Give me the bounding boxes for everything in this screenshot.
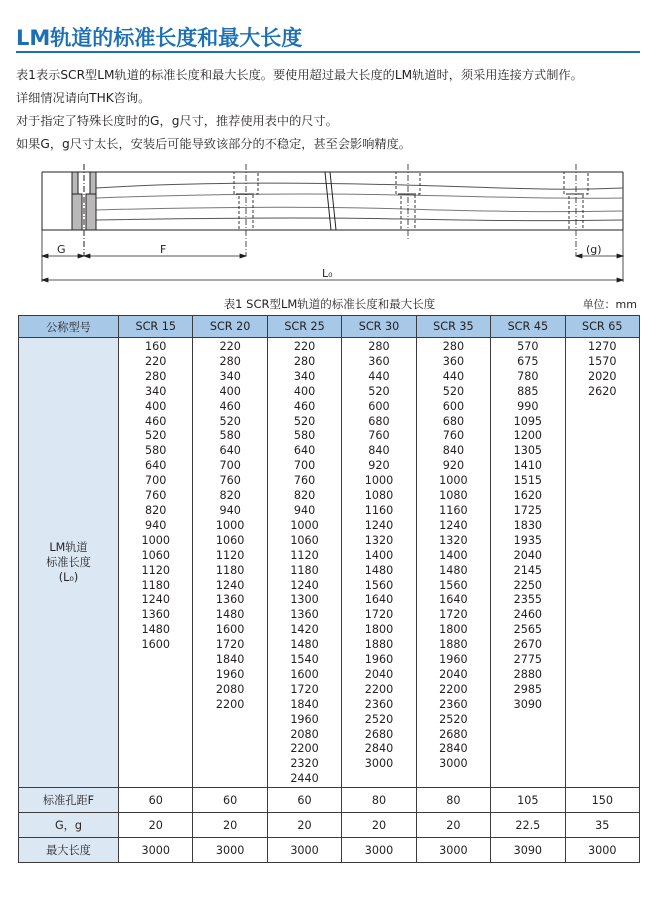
length-value: 1960 (290, 712, 319, 726)
length-value: 2440 (290, 772, 319, 786)
length-value: 1240 (290, 578, 319, 592)
length-value: 2775 (513, 653, 543, 667)
length-value: 1960 (364, 653, 394, 667)
length-value: 2080 (290, 727, 319, 741)
length-value: 2200 (364, 682, 394, 696)
length-value: 3000 (364, 757, 394, 771)
length-value: 600 (368, 399, 390, 413)
length-value: 820 (293, 489, 316, 503)
length-value: 1270 (588, 340, 617, 353)
length-value: 1360 (141, 608, 170, 622)
model-header: SCR 45 (491, 316, 565, 338)
length-value: 1640 (364, 593, 394, 607)
length-value: 1000 (215, 518, 245, 532)
paragraph-line: 对于指定了特殊长度时的G，g尺寸，推荐使用表中的尺寸。 (16, 114, 338, 128)
length-value: 520 (368, 384, 390, 398)
length-value: 680 (368, 414, 390, 428)
pitch-cell: 80 (416, 788, 490, 813)
length-value: 940 (145, 518, 167, 532)
length-value: 520 (293, 414, 316, 428)
length-cell (565, 338, 639, 788)
length-value: 1480 (364, 563, 394, 577)
length-value: 3090 (513, 697, 543, 711)
length-value: 2040 (439, 667, 468, 681)
length-value: 2520 (364, 712, 394, 726)
length-value: 1240 (364, 518, 394, 532)
gg-cell: 20 (267, 813, 341, 838)
length-value: 520 (219, 414, 241, 428)
paragraph-line: 详细情况请向THK咨询。 (16, 91, 151, 105)
break-mark (330, 172, 336, 230)
length-value: 1060 (141, 548, 170, 562)
length-value: 1720 (439, 608, 468, 622)
max-cell: 3000 (342, 838, 416, 863)
dim-g-label: (g) (586, 243, 602, 256)
length-value: 1600 (290, 667, 319, 681)
length-value: 760 (368, 429, 390, 443)
model-header: SCR 65 (565, 316, 639, 338)
rail-surface-line (96, 207, 623, 211)
length-value: 400 (145, 399, 167, 413)
length-value: 1180 (215, 563, 245, 577)
length-value: 2250 (513, 578, 543, 592)
length-value: 2200 (290, 742, 319, 756)
length-value: 1800 (439, 623, 468, 637)
length-value: 940 (293, 503, 316, 517)
length-value: 840 (442, 444, 465, 458)
standard-length-table (18, 315, 640, 863)
length-cell (119, 338, 193, 788)
row-label-max-length: 最大长度 (19, 838, 119, 863)
length-value: 220 (219, 340, 241, 353)
length-value: 340 (293, 369, 316, 383)
length-value: 2360 (439, 697, 468, 711)
length-value: 1000 (290, 518, 319, 532)
length-value: 2670 (513, 638, 543, 652)
length-value: 1515 (513, 474, 543, 488)
length-value: 2620 (588, 384, 617, 398)
gg-cell: 35 (565, 813, 639, 838)
model-header: SCR 30 (342, 316, 416, 338)
length-value: 1800 (364, 623, 394, 637)
length-value: 280 (145, 369, 167, 383)
length-value: 1360 (290, 608, 319, 622)
max-cell: 3090 (491, 838, 565, 863)
length-value: 1240 (439, 518, 468, 532)
length-value: 1540 (290, 653, 319, 667)
length-value: 1320 (439, 533, 468, 547)
length-value: 1620 (513, 489, 543, 503)
length-value: 1560 (439, 578, 468, 592)
length-value: 1570 (588, 354, 617, 368)
model-header: SCR 15 (119, 316, 193, 338)
dim-G-label: G (57, 243, 66, 256)
rail-surface-line (96, 194, 623, 198)
length-value: 570 (517, 340, 539, 353)
rail-surface-line (96, 183, 623, 189)
length-value: 580 (293, 429, 316, 443)
page-title: LM轨道的标准长度和最大长度 (16, 26, 303, 50)
length-value: 1000 (364, 474, 394, 488)
length-value: 2040 (364, 667, 394, 681)
length-value: 1720 (290, 682, 319, 696)
length-value: 1120 (141, 563, 170, 577)
length-value: 460 (293, 399, 316, 413)
intro-paragraph (16, 64, 646, 156)
length-value: 2680 (364, 727, 394, 741)
length-cell (491, 338, 565, 788)
length-cell (416, 338, 490, 788)
length-value: 580 (219, 429, 241, 443)
length-value: 920 (368, 459, 390, 473)
length-value: 580 (145, 444, 167, 458)
length-value: 600 (442, 399, 465, 413)
length-value: 840 (368, 444, 390, 458)
length-value: 1935 (513, 533, 543, 547)
model-header: SCR 20 (193, 316, 267, 338)
length-value: 885 (517, 384, 539, 398)
length-value: 1000 (141, 533, 170, 547)
length-value: 1060 (290, 533, 319, 547)
rail-surface-line (96, 218, 623, 221)
length-value: 1080 (364, 489, 394, 503)
length-value: 2840 (439, 742, 468, 756)
length-value: 700 (145, 474, 167, 488)
length-value: 1400 (439, 548, 468, 562)
length-value: 1560 (364, 578, 394, 592)
length-value: 1880 (364, 638, 394, 652)
length-value: 2520 (439, 712, 468, 726)
dim-L-label: L₀ (322, 267, 333, 280)
length-value: 675 (517, 354, 539, 368)
length-value: 1840 (215, 653, 245, 667)
length-cell (267, 338, 341, 788)
length-value: 1120 (290, 548, 319, 562)
length-value: 680 (442, 414, 465, 428)
length-value: 2200 (439, 682, 468, 696)
length-value: 2020 (588, 369, 617, 383)
table-row-max-length (19, 838, 640, 863)
length-value: 1480 (215, 608, 245, 622)
length-value: 760 (219, 474, 241, 488)
length-value: 520 (145, 429, 167, 443)
model-header: SCR 25 (267, 316, 341, 338)
length-value: 1880 (439, 638, 468, 652)
length-value: 2200 (215, 697, 245, 711)
length-value: 1420 (290, 623, 319, 637)
length-value: 820 (145, 503, 167, 517)
length-value: 1640 (439, 593, 468, 607)
pitch-cell: 60 (119, 788, 193, 813)
row-label-standard-length: LM轨道 标准长度 (L₀) (19, 338, 119, 788)
pitch-cell: 150 (565, 788, 639, 813)
length-cell (342, 338, 416, 788)
length-value: 1300 (290, 593, 319, 607)
length-value: 1360 (215, 593, 245, 607)
length-value: 700 (219, 459, 241, 473)
length-value: 1960 (439, 653, 468, 667)
length-value: 1095 (513, 414, 543, 428)
length-value: 1720 (215, 638, 245, 652)
rail-dimension-diagram (34, 160, 648, 286)
length-value: 1840 (290, 697, 319, 711)
length-value: 1480 (439, 563, 468, 577)
paragraph-line: 表1表示SCR型LM轨道的标准长度和最大长度。要使用超过最大长度的LM轨道时，须采用连接方式制作。 (16, 68, 583, 82)
length-value: 760 (442, 429, 465, 443)
pitch-cell: 105 (491, 788, 565, 813)
length-value: 1240 (215, 578, 245, 592)
max-cell: 3000 (193, 838, 267, 863)
length-value: 1410 (513, 459, 543, 473)
gg-cell: 20 (342, 813, 416, 838)
length-value: 220 (293, 340, 316, 353)
length-value: 2985 (513, 682, 543, 696)
length-value: 2840 (364, 742, 394, 756)
length-value: 640 (293, 444, 316, 458)
table-caption: 表1 SCR型LM轨道的标准长度和最大长度 (223, 297, 436, 311)
length-value: 1600 (215, 623, 245, 637)
table-header-row (19, 316, 640, 338)
length-value: 1180 (290, 563, 319, 577)
length-value: 360 (442, 354, 465, 368)
pitch-cell: 60 (193, 788, 267, 813)
length-value: 340 (145, 384, 167, 398)
table-row-standard-lengths (19, 338, 640, 788)
length-value: 460 (145, 414, 167, 428)
length-value: 1830 (513, 518, 543, 532)
dim-F-label: F (160, 243, 167, 256)
length-value: 820 (219, 489, 241, 503)
length-value: 1720 (364, 608, 394, 622)
gg-cell: 22.5 (491, 813, 565, 838)
length-value: 280 (219, 354, 241, 368)
length-value: 1180 (141, 578, 170, 592)
length-value: 1120 (215, 548, 245, 562)
length-value: 280 (442, 340, 465, 353)
length-value: 1000 (439, 474, 468, 488)
length-value: 440 (368, 369, 390, 383)
max-cell: 3000 (565, 838, 639, 863)
length-value: 1200 (513, 429, 543, 443)
length-value: 360 (368, 354, 390, 368)
length-value: 160 (145, 340, 167, 353)
length-value: 520 (442, 384, 465, 398)
length-value: 2145 (513, 563, 543, 577)
length-value: 640 (219, 444, 241, 458)
length-value: 2460 (513, 608, 543, 622)
mount-hole-first (72, 164, 96, 256)
length-value: 1080 (439, 489, 468, 503)
length-value: 1600 (141, 638, 170, 652)
length-value: 2880 (513, 667, 543, 681)
length-value: 220 (145, 354, 167, 368)
row-label-gg: G，g (19, 813, 119, 838)
length-value: 700 (293, 459, 316, 473)
max-cell: 3000 (416, 838, 490, 863)
break-mark (325, 172, 331, 230)
length-value: 400 (293, 384, 316, 398)
length-value: 1240 (141, 593, 170, 607)
length-value: 1725 (513, 503, 543, 517)
row-label-pitch: 标准孔距F (19, 788, 119, 813)
paragraph-line: 如果G，g尺寸太长，安装后可能导致该部分的不稳定，甚至会影响精度。 (16, 137, 411, 151)
length-value: 1160 (364, 503, 394, 517)
length-value: 940 (219, 503, 241, 517)
length-value: 640 (145, 459, 167, 473)
length-value: 2680 (439, 727, 468, 741)
length-value: 2360 (364, 697, 394, 711)
length-value: 2080 (215, 682, 245, 696)
gg-cell: 20 (119, 813, 193, 838)
gg-cell: 20 (416, 813, 490, 838)
table-row-pitch (19, 788, 640, 813)
length-value: 280 (368, 340, 390, 353)
length-value: 2565 (513, 623, 543, 637)
gg-cell: 20 (193, 813, 267, 838)
max-cell: 3000 (267, 838, 341, 863)
title-underline (16, 51, 640, 53)
length-value: 1480 (141, 623, 170, 637)
length-value: 340 (219, 369, 241, 383)
length-value: 780 (517, 369, 539, 383)
length-value: 2355 (513, 593, 543, 607)
length-value: 920 (442, 459, 465, 473)
length-value: 760 (145, 489, 167, 503)
length-value: 760 (293, 474, 316, 488)
length-value: 1400 (364, 548, 394, 562)
length-value: 400 (219, 384, 241, 398)
length-value: 1480 (290, 638, 319, 652)
length-value: 460 (219, 399, 241, 413)
pitch-cell: 60 (267, 788, 341, 813)
table-row-gg (19, 813, 640, 838)
length-value: 990 (517, 399, 539, 413)
length-value: 1305 (513, 444, 543, 458)
length-value: 1060 (215, 533, 245, 547)
max-cell: 3000 (119, 838, 193, 863)
length-cell (193, 338, 267, 788)
length-value: 1320 (364, 533, 394, 547)
length-value: 440 (442, 369, 465, 383)
length-value: 1960 (215, 667, 245, 681)
length-value: 280 (293, 354, 316, 368)
length-value: 1160 (439, 503, 468, 517)
table-unit: 单位：mm (582, 298, 637, 311)
pitch-cell: 80 (342, 788, 416, 813)
length-value: 3000 (439, 757, 468, 771)
length-value: 2320 (290, 757, 319, 771)
header-label: 公称型号 (19, 316, 119, 338)
length-value: 2040 (513, 548, 543, 562)
model-header: SCR 35 (416, 316, 490, 338)
